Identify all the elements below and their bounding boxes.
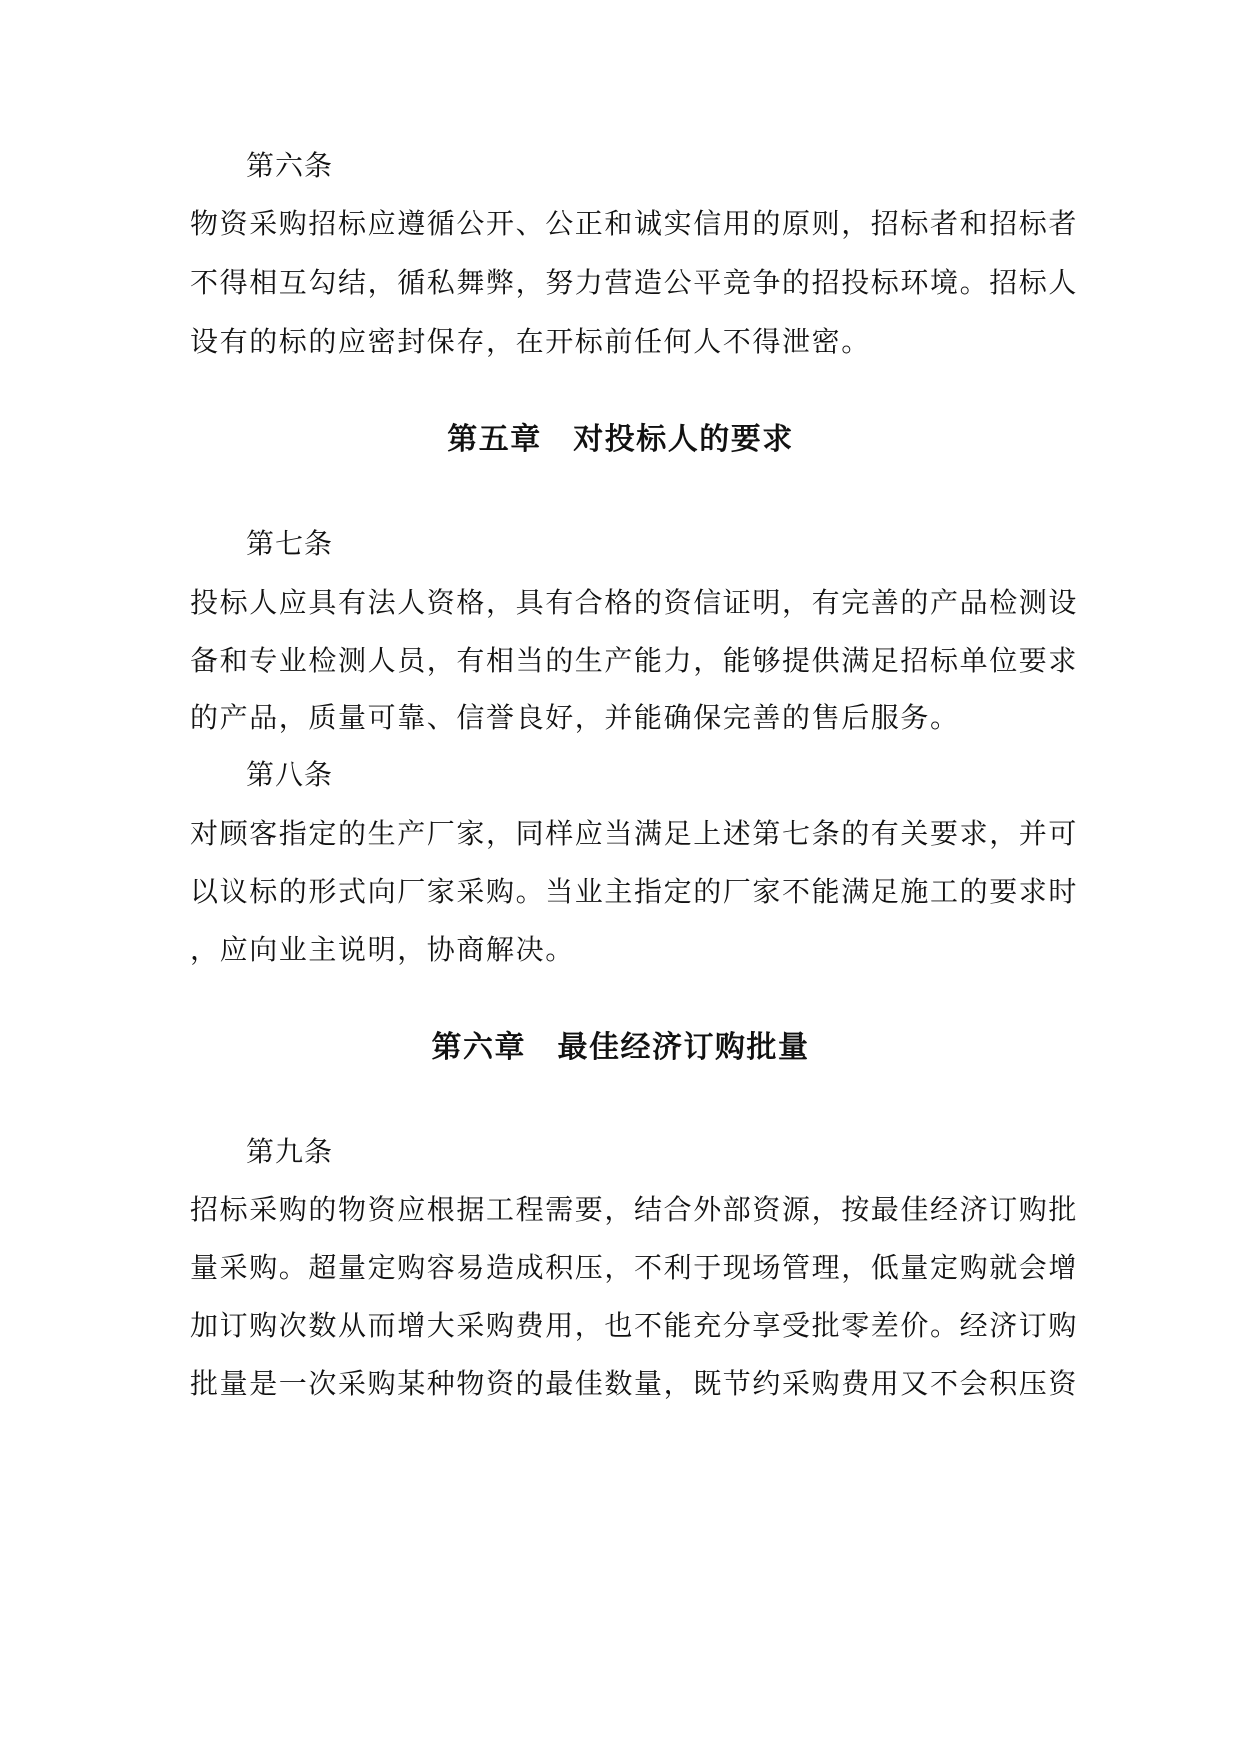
chapter-heading: 第五章 对投标人的要求	[447, 422, 794, 457]
paragraph-line: 备和专业检测人员，有相当的生产能力，能够提供满足招标单位要求	[190, 644, 1079, 677]
paragraph-line: 的产品，质量可靠、信誉良好，并能确保完善的售后服务。	[190, 701, 960, 734]
paragraph-line: 不得相互勾结，循私舞弊，努力营造公平竞争的招投标环境。招标人	[190, 266, 1079, 299]
paragraph-line: 招标采购的物资应根据工程需要，结合外部资源，按最佳经济订购批	[190, 1193, 1079, 1226]
paragraph-line: 以议标的形式向厂家采购。当业主指定的厂家不能满足施工的要求时	[190, 875, 1079, 908]
paragraph-line: 设有的标的应密封保存，在开标前任何人不得泄密。	[190, 325, 871, 358]
paragraph-line: 投标人应具有法人资格，具有合格的资信证明，有完善的产品检测设	[190, 586, 1079, 619]
article-heading: 第九条	[246, 1135, 334, 1168]
paragraph-line: ，应向业主说明，协商解决。	[190, 933, 575, 966]
paragraph-line: 加订购次数从而增大采购费用，也不能充分享受批零差价。经济订购	[190, 1309, 1079, 1342]
paragraph-line: 物资采购招标应遵循公开、公正和诚实信用的原则，招标者和招标者	[190, 207, 1079, 240]
paragraph-line: 对顾客指定的生产厂家，同样应当满足上述第七条的有关要求，并可	[190, 817, 1079, 850]
article-heading: 第七条	[246, 527, 334, 560]
paragraph-line: 批量是一次采购某种物资的最佳数量，既节约采购费用又不会积压资	[190, 1367, 1079, 1400]
article-heading: 第六条	[246, 149, 334, 182]
chapter-heading: 第六章 最佳经济订购批量	[431, 1030, 810, 1065]
paragraph-line: 量采购。超量定购容易造成积压，不利于现场管理，低量定购就会增	[190, 1251, 1079, 1284]
article-heading: 第八条	[246, 758, 334, 791]
